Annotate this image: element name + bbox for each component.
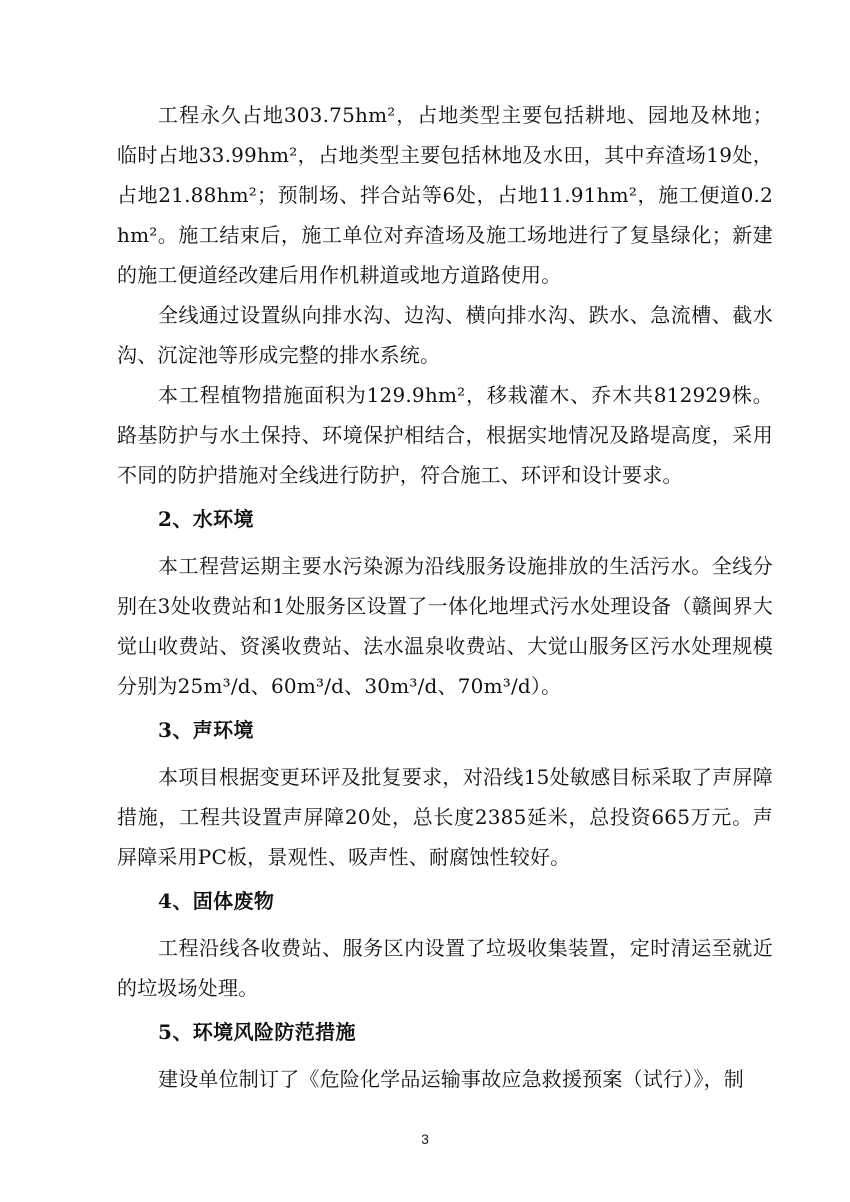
paragraph-acoustic-environment: 本项目根据变更环评及批复要求，对沿线15处敏感目标采取了声屏障措施，工程共设置声屏障20处，总长度2385延米，总投资665万元。声屏障采用PC板，景观性、吸声性、耐腐蚀性较好。 (117, 765, 773, 869)
heading-water-environment: 2、水环境 (158, 507, 254, 531)
document-body (117, 95, 773, 1099)
paragraph-vegetation: 本工程植物措施面积为129.9hm²，移栽灌木、乔木共812929株。路基防护与水土保持、环境保护相结合，根据实地情况及路堤高度，采用不同的防护措施对全线进行防护，符合施工、环评和设计要求。 (117, 383, 773, 487)
heading-solid-waste: 4、固体废物 (158, 889, 275, 913)
paragraph-risk-prevention: 建设单位制订了《危险化学品运输事故应急救援预案（试行）》，制 (158, 1067, 744, 1091)
paragraph-land-use: 工程永久占地303.75hm²，占地类型主要包括耕地、园地及林地；临时占地33.99hm²，占地类型主要包括林地及水田，其中弃渣场19处，占地21.88hm²；预制场、拌合站等6处，占地11.91hm²，施工便道0.2 hm²。施工结束后，施工单位对弃渣场及施工场地进行了复垦绿化；新建的施工便道经改建后用作机耕道或地方道路使用。 (117, 103, 773, 287)
paragraph-solid-waste: 工程沿线各收费站、服务区内设置了垃圾收集装置，定时清运至就近的垃圾场处理。 (117, 936, 773, 1000)
heading-risk-prevention: 5、环境风险防范措施 (158, 1020, 356, 1044)
paragraph-water-environment: 本工程营运期主要水污染源为沿线服务设施排放的生活污水。全线分别在3处收费站和1处服务区设置了一体化地埋式污水处理设备（赣闽界大觉山收费站、资溪收费站、法水温泉收费站、大觉山服务区污水处理规模分别为25m³/d、60m³/d、30m³/d、70m³/d）。 (117, 554, 773, 698)
heading-acoustic-environment: 3、声环境 (158, 718, 254, 742)
page-number: 3 (421, 1131, 429, 1147)
paragraph-drainage: 全线通过设置纵向排水沟、边沟、横向排水沟、跌水、急流槽、截水沟、沉淀池等形成完整的排水系统。 (117, 303, 773, 367)
